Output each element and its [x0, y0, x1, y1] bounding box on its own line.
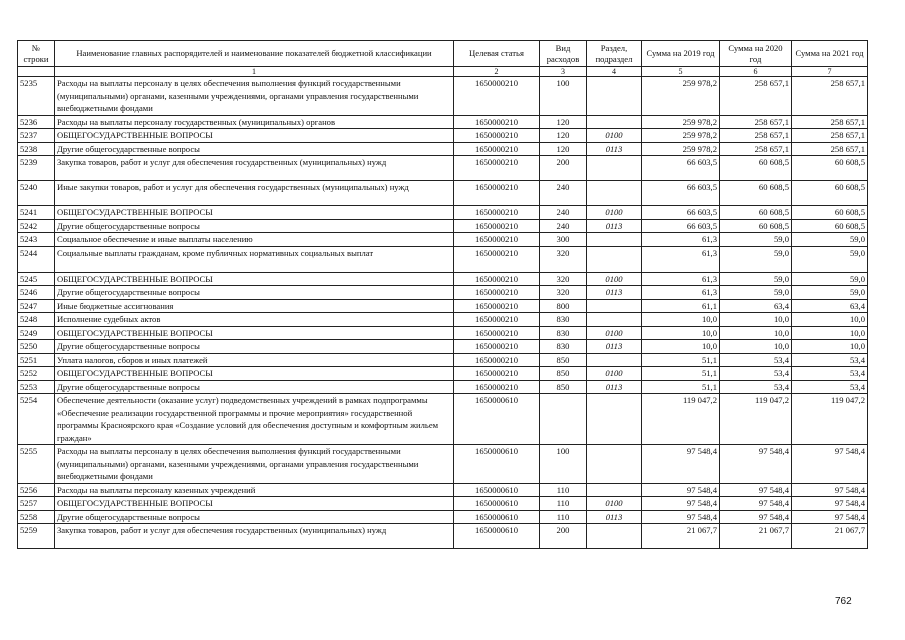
- column-number: [18, 67, 55, 77]
- row-expense-type: 100: [540, 445, 587, 484]
- row-sum-2021: 60 608,5: [792, 156, 868, 181]
- row-sum-2019: 61,3: [642, 246, 720, 272]
- row-expense-type: 320: [540, 286, 587, 300]
- row-number: 5247: [18, 299, 55, 313]
- row-sum-2019: 61,3: [642, 272, 720, 286]
- row-sum-2019: 97 548,4: [642, 497, 720, 511]
- row-sum-2019: 51,1: [642, 380, 720, 394]
- row-name: Закупка товаров, работ и услуг для обеспечения государственных (муниципальных) нужд: [55, 156, 454, 181]
- row-target-code: 1650000210: [454, 353, 540, 367]
- row-sum-2019: 61,1: [642, 299, 720, 313]
- table-row: [18, 313, 868, 327]
- table-row: [18, 394, 868, 445]
- row-sum-2019: 97 548,4: [642, 510, 720, 524]
- row-name: ОБЩЕГОСУДАРСТВЕННЫЕ ВОПРОСЫ: [55, 272, 454, 286]
- row-number: 5249: [18, 326, 55, 340]
- row-expense-type: 800: [540, 299, 587, 313]
- row-sum-2021: 60 608,5: [792, 206, 868, 220]
- row-name: ОБЩЕГОСУДАРСТВЕННЫЕ ВОПРОСЫ: [55, 206, 454, 220]
- row-number: 5254: [18, 394, 55, 445]
- row-sum-2020: 258 657,1: [720, 115, 792, 129]
- row-expense-type: 120: [540, 142, 587, 156]
- row-section: [587, 524, 642, 549]
- row-section: [587, 115, 642, 129]
- column-number-row: [18, 67, 868, 77]
- row-name: Другие общегосударственные вопросы: [55, 142, 454, 156]
- row-name: Расходы на выплаты персоналу государственных (муниципальных) органов: [55, 115, 454, 129]
- row-expense-type: 240: [540, 206, 587, 220]
- row-sum-2020: 59,0: [720, 246, 792, 272]
- table-row: [18, 353, 868, 367]
- row-section: [587, 445, 642, 484]
- table-row: [18, 340, 868, 354]
- header-code: Целевая статья: [454, 41, 540, 67]
- row-target-code: 1650000210: [454, 326, 540, 340]
- row-expense-type: 200: [540, 524, 587, 549]
- row-name: ОБЩЕГОСУДАРСТВЕННЫЕ ВОПРОСЫ: [55, 129, 454, 143]
- row-sum-2020: 53,4: [720, 353, 792, 367]
- row-sum-2021: 60 608,5: [792, 181, 868, 206]
- row-number: 5243: [18, 233, 55, 247]
- row-sum-2020: 119 047,2: [720, 394, 792, 445]
- row-sum-2020: 258 657,1: [720, 129, 792, 143]
- row-sum-2020: 59,0: [720, 233, 792, 247]
- row-number: 5236: [18, 115, 55, 129]
- row-section: 0113: [587, 510, 642, 524]
- row-sum-2020: 60 608,5: [720, 156, 792, 181]
- row-sum-2021: 97 548,4: [792, 445, 868, 484]
- table-row: [18, 524, 868, 549]
- row-sum-2019: 10,0: [642, 326, 720, 340]
- row-sum-2021: 119 047,2: [792, 394, 868, 445]
- row-sum-2020: 60 608,5: [720, 206, 792, 220]
- row-number: 5259: [18, 524, 55, 549]
- row-sum-2020: 10,0: [720, 326, 792, 340]
- row-expense-type: 110: [540, 510, 587, 524]
- row-sum-2020: 258 657,1: [720, 142, 792, 156]
- row-sum-2020: 21 067,7: [720, 524, 792, 549]
- row-expense-type: 120: [540, 115, 587, 129]
- header-razd: Раздел, подраздел: [587, 41, 642, 67]
- row-sum-2021: 59,0: [792, 233, 868, 247]
- row-expense-type: 240: [540, 181, 587, 206]
- row-expense-type: 200: [540, 156, 587, 181]
- row-section: 0100: [587, 326, 642, 340]
- row-sum-2021: 258 657,1: [792, 129, 868, 143]
- row-sum-2020: 60 608,5: [720, 181, 792, 206]
- row-target-code: 1650000210: [454, 313, 540, 327]
- table-row: [18, 380, 868, 394]
- header-num: № строки: [18, 41, 55, 67]
- row-number: 5257: [18, 497, 55, 511]
- row-name: Закупка товаров, работ и услуг для обеспечения государственных (муниципальных) нужд: [55, 524, 454, 549]
- row-number: 5239: [18, 156, 55, 181]
- table-row: [18, 233, 868, 247]
- row-target-code: 1650000210: [454, 181, 540, 206]
- row-number: 5258: [18, 510, 55, 524]
- row-sum-2019: 51,1: [642, 367, 720, 381]
- row-section: [587, 246, 642, 272]
- row-section: 0100: [587, 497, 642, 511]
- column-number: 2: [454, 67, 540, 77]
- row-section: [587, 181, 642, 206]
- row-sum-2019: 10,0: [642, 313, 720, 327]
- row-name: Социальное обеспечение и иные выплаты населению: [55, 233, 454, 247]
- row-sum-2021: 10,0: [792, 326, 868, 340]
- row-sum-2021: 21 067,7: [792, 524, 868, 549]
- row-sum-2020: 10,0: [720, 340, 792, 354]
- row-target-code: 1650000610: [454, 524, 540, 549]
- row-expense-type: 850: [540, 353, 587, 367]
- row-name: Расходы на выплаты персоналу в целях обеспечения выполнения функций государственными (муниципальными) органами, казенными учреждениями, органами управления государственными внебюджетными фондами: [55, 445, 454, 484]
- row-expense-type: 100: [540, 77, 587, 116]
- row-sum-2021: 59,0: [792, 246, 868, 272]
- row-expense-type: 240: [540, 219, 587, 233]
- row-sum-2019: 10,0: [642, 340, 720, 354]
- row-section: 0113: [587, 380, 642, 394]
- row-sum-2021: 258 657,1: [792, 77, 868, 116]
- row-name: ОБЩЕГОСУДАРСТВЕННЫЕ ВОПРОСЫ: [55, 326, 454, 340]
- row-sum-2021: 97 548,4: [792, 510, 868, 524]
- table-row: [18, 142, 868, 156]
- row-name: Уплата налогов, сборов и иных платежей: [55, 353, 454, 367]
- row-sum-2020: 97 548,4: [720, 445, 792, 484]
- row-sum-2019: 66 603,5: [642, 206, 720, 220]
- row-expense-type: 320: [540, 272, 587, 286]
- row-name: Другие общегосударственные вопросы: [55, 510, 454, 524]
- row-sum-2021: 59,0: [792, 286, 868, 300]
- row-sum-2020: 53,4: [720, 367, 792, 381]
- row-name: Другие общегосударственные вопросы: [55, 340, 454, 354]
- row-target-code: 1650000210: [454, 299, 540, 313]
- row-target-code: 1650000210: [454, 380, 540, 394]
- row-sum-2021: 10,0: [792, 313, 868, 327]
- row-name: Обеспечение деятельности (оказание услуг) подведомственных учреждений в рамках подпрограммы «Обеспечение реализации государственной программы и прочие мероприятия» государственной программы Красноярского края «Создание условий для обеспечения доступным и комфортным жильем граждан»: [55, 394, 454, 445]
- table-row: [18, 115, 868, 129]
- row-target-code: 1650000210: [454, 340, 540, 354]
- row-name: Расходы на выплаты персоналу казенных учреждений: [55, 483, 454, 497]
- row-section: 0113: [587, 219, 642, 233]
- row-number: 5248: [18, 313, 55, 327]
- budget-table: [17, 40, 868, 549]
- table-row: [18, 510, 868, 524]
- row-section: [587, 313, 642, 327]
- row-sum-2020: 97 548,4: [720, 497, 792, 511]
- row-sum-2020: 258 657,1: [720, 77, 792, 116]
- row-sum-2019: 61,3: [642, 233, 720, 247]
- table-row: [18, 77, 868, 116]
- row-section: [587, 394, 642, 445]
- row-sum-2021: 53,4: [792, 353, 868, 367]
- table-row: [18, 286, 868, 300]
- row-sum-2019: 66 603,5: [642, 156, 720, 181]
- table-row: [18, 129, 868, 143]
- row-section: 0100: [587, 367, 642, 381]
- row-sum-2020: 59,0: [720, 272, 792, 286]
- table-row: [18, 367, 868, 381]
- row-target-code: 1650000210: [454, 246, 540, 272]
- row-target-code: 1650000210: [454, 156, 540, 181]
- row-section: [587, 299, 642, 313]
- header-vid: Вид расходов: [540, 41, 587, 67]
- row-name: Иные закупки товаров, работ и услуг для обеспечения государственных (муниципальных) нужд: [55, 181, 454, 206]
- row-sum-2021: 53,4: [792, 367, 868, 381]
- row-sum-2019: 97 548,4: [642, 483, 720, 497]
- column-number: 6: [720, 67, 792, 77]
- table-body: [18, 77, 868, 549]
- row-name: Расходы на выплаты персоналу в целях обеспечения выполнения функций государственными (муниципальными) органами, казенными учреждениями, органами управления государственными внебюджетными фондами: [55, 77, 454, 116]
- table-row: [18, 445, 868, 484]
- row-number: 5246: [18, 286, 55, 300]
- row-sum-2020: 60 608,5: [720, 219, 792, 233]
- header-row: [18, 41, 868, 67]
- row-target-code: 1650000610: [454, 445, 540, 484]
- row-sum-2021: 97 548,4: [792, 497, 868, 511]
- row-number: 5241: [18, 206, 55, 220]
- row-sum-2021: 258 657,1: [792, 115, 868, 129]
- header-sum-2019: Сумма на 2019 год: [642, 41, 720, 67]
- row-expense-type: 830: [540, 313, 587, 327]
- table-row: [18, 206, 868, 220]
- row-number: 5244: [18, 246, 55, 272]
- row-expense-type: 320: [540, 246, 587, 272]
- row-section: 0100: [587, 206, 642, 220]
- row-number: 5242: [18, 219, 55, 233]
- page-number: 762: [835, 596, 852, 607]
- row-number: 5256: [18, 483, 55, 497]
- header-sum-2021: Сумма на 2021 год: [792, 41, 868, 67]
- row-sum-2019: 51,1: [642, 353, 720, 367]
- row-sum-2019: 21 067,7: [642, 524, 720, 549]
- row-target-code: 1650000210: [454, 219, 540, 233]
- row-number: 5255: [18, 445, 55, 484]
- row-target-code: 1650000210: [454, 272, 540, 286]
- row-section: 0100: [587, 272, 642, 286]
- row-name: Другие общегосударственные вопросы: [55, 286, 454, 300]
- row-target-code: 1650000610: [454, 497, 540, 511]
- column-number: 1: [55, 67, 454, 77]
- row-expense-type: 300: [540, 233, 587, 247]
- row-expense-type: 850: [540, 367, 587, 381]
- row-name: Другие общегосударственные вопросы: [55, 219, 454, 233]
- row-sum-2019: 97 548,4: [642, 445, 720, 484]
- row-name: Иные бюджетные ассигнования: [55, 299, 454, 313]
- row-target-code: 1650000210: [454, 115, 540, 129]
- row-section: [587, 77, 642, 116]
- table-row: [18, 483, 868, 497]
- row-sum-2021: 53,4: [792, 380, 868, 394]
- row-section: [587, 353, 642, 367]
- row-target-code: 1650000610: [454, 510, 540, 524]
- table-row: [18, 272, 868, 286]
- row-target-code: 1650000210: [454, 206, 540, 220]
- row-sum-2019: 259 978,2: [642, 115, 720, 129]
- row-target-code: 1650000610: [454, 394, 540, 445]
- row-expense-type: 120: [540, 129, 587, 143]
- row-section: 0113: [587, 286, 642, 300]
- header-name: Наименование главных распорядителей и наименование показателей бюджетной классификации: [55, 41, 454, 67]
- row-section: [587, 156, 642, 181]
- row-target-code: 1650000210: [454, 142, 540, 156]
- row-sum-2021: 60 608,5: [792, 219, 868, 233]
- row-number: 5237: [18, 129, 55, 143]
- row-section: [587, 483, 642, 497]
- column-number: 3: [540, 67, 587, 77]
- row-sum-2021: 97 548,4: [792, 483, 868, 497]
- row-expense-type: 110: [540, 483, 587, 497]
- table-row: [18, 299, 868, 313]
- row-name: ОБЩЕГОСУДАРСТВЕННЫЕ ВОПРОСЫ: [55, 367, 454, 381]
- row-number: 5251: [18, 353, 55, 367]
- table-row: [18, 326, 868, 340]
- row-target-code: 1650000610: [454, 483, 540, 497]
- row-sum-2019: 259 978,2: [642, 129, 720, 143]
- row-sum-2020: 53,4: [720, 380, 792, 394]
- row-target-code: 1650000210: [454, 129, 540, 143]
- row-sum-2019: 259 978,2: [642, 142, 720, 156]
- row-number: 5250: [18, 340, 55, 354]
- row-name: Социальные выплаты гражданам, кроме публичных нормативных социальных выплат: [55, 246, 454, 272]
- table-row: [18, 181, 868, 206]
- row-sum-2020: 59,0: [720, 286, 792, 300]
- row-section: 0100: [587, 129, 642, 143]
- row-expense-type: 830: [540, 340, 587, 354]
- row-sum-2021: 59,0: [792, 272, 868, 286]
- row-expense-type: 110: [540, 497, 587, 511]
- row-target-code: 1650000210: [454, 77, 540, 116]
- column-number: 5: [642, 67, 720, 77]
- row-sum-2021: 63,4: [792, 299, 868, 313]
- row-sum-2019: 61,3: [642, 286, 720, 300]
- row-sum-2021: 10,0: [792, 340, 868, 354]
- row-target-code: 1650000210: [454, 286, 540, 300]
- row-number: 5238: [18, 142, 55, 156]
- row-sum-2020: 97 548,4: [720, 483, 792, 497]
- table-row: [18, 156, 868, 181]
- row-number: 5235: [18, 77, 55, 116]
- table-row: [18, 246, 868, 272]
- row-sum-2021: 258 657,1: [792, 142, 868, 156]
- row-expense-type: [540, 394, 587, 445]
- row-sum-2020: 97 548,4: [720, 510, 792, 524]
- row-target-code: 1650000210: [454, 233, 540, 247]
- row-sum-2020: 63,4: [720, 299, 792, 313]
- row-sum-2019: 119 047,2: [642, 394, 720, 445]
- table-row: [18, 497, 868, 511]
- row-sum-2020: 10,0: [720, 313, 792, 327]
- column-number: 4: [587, 67, 642, 77]
- row-name: Исполнение судебных актов: [55, 313, 454, 327]
- row-sum-2019: 66 603,5: [642, 219, 720, 233]
- row-section: 0113: [587, 142, 642, 156]
- row-number: 5240: [18, 181, 55, 206]
- row-number: 5252: [18, 367, 55, 381]
- row-number: 5245: [18, 272, 55, 286]
- row-section: [587, 233, 642, 247]
- table-row: [18, 219, 868, 233]
- row-name: ОБЩЕГОСУДАРСТВЕННЫЕ ВОПРОСЫ: [55, 497, 454, 511]
- row-sum-2019: 259 978,2: [642, 77, 720, 116]
- row-name: Другие общегосударственные вопросы: [55, 380, 454, 394]
- row-section: 0113: [587, 340, 642, 354]
- row-number: 5253: [18, 380, 55, 394]
- column-number: 7: [792, 67, 868, 77]
- row-sum-2019: 66 603,5: [642, 181, 720, 206]
- row-target-code: 1650000210: [454, 367, 540, 381]
- header-sum-2020: Сумма на 2020 год: [720, 41, 792, 67]
- row-expense-type: 850: [540, 380, 587, 394]
- row-expense-type: 830: [540, 326, 587, 340]
